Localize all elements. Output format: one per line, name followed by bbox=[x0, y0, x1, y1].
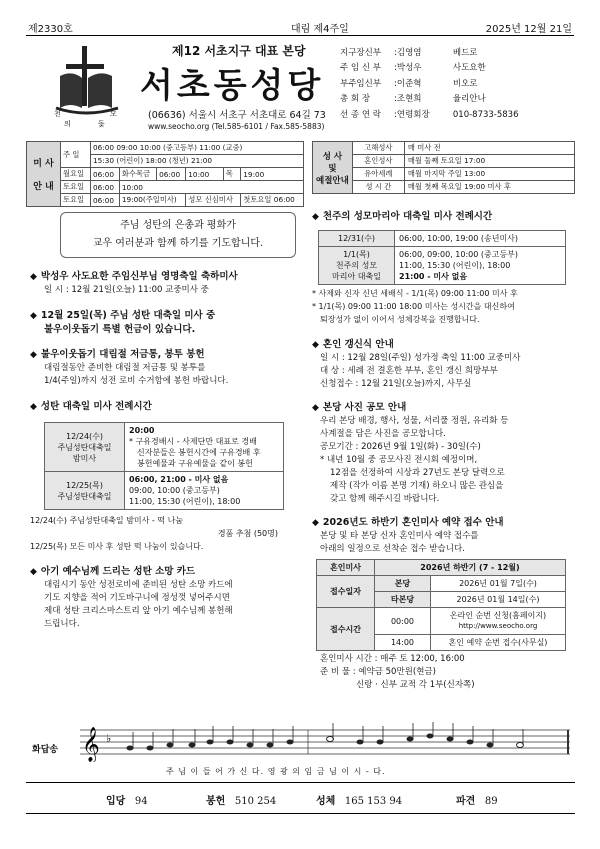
staff-row: 주 임 신 부 : 박성우 사도요한 bbox=[340, 63, 486, 74]
section-title: ◆ 성탄 대축일 미사 전례시간 bbox=[30, 401, 152, 412]
issue-header bbox=[26, 16, 574, 36]
left-column: ◆ 박성우 사도요한 주임신부님 영명축일 축하미사 일 시 : 12월 21일(오늘) 11:00 교중미사 중 ◆ 12월 25일(목) 주님 성탄 대축일 미사 중 불우이웃돕기 특별 헌금이 있습니다. ◆ 불우이웃돕기 대림절 저금통, 봉투 봉헌 대림절동안 준비한 대림절 저금통 및 봉투를 1/4(주일)까지 성전 로비 수거함에 봉헌 바랍니다. ◆ 성탄 대축일 미사 전례시간 12/24(수) 주님성탄대축일 밤미사 20:00 * 구유경배시 - 사제단만 대표로 경배 신자분들은 봉헌시간에 구유경배 후 봉헌예물과 구유예물을 같이 봉헌 12/25(목) 주님성탄대축일 06:00, 21:00 - 미사 없음 09:00, 10:00 (중고등부) 11:00, 15:30 (어린이), 18:00 12/24(수) 주님성탄대축일 밤미사 - 떡 나눔 경품 추첨 (50명) 12/25(목) 모든 미사 후 성탄 떡 나눔이 있습니다. ◆ 아기 예수님께 드리는 성탄 소망 카드 대림시기 동안 성전로비에 준비된 성탄 소망 카드에 기도 지향을 적어 기도바구니에 정성껏 넣어주시면 제대 성탄 크리스마스트리 앞 아기 예수님께 봉헌해 드립니다. bbox=[30, 270, 298, 631]
hymn-entrance: 입당 94 bbox=[106, 796, 148, 807]
issue-number: 제2330호 bbox=[28, 24, 73, 35]
parish-address: (06636) 서울시 서초구 서초대로 64길 73 bbox=[148, 110, 326, 121]
liturgical-season: 대림 제4주일 bbox=[291, 24, 349, 35]
mass-schedule-table: 미 사 안 내 주 일 06:00 09:00 10:00 (중고등부) 11:00 (교중) 15:30 (어린이) 18:00 (청년) 21:00 월요일 06:00 화수목금 06:00 10:00 목 19:00 토요일 06:00 10:00 토요일 06:00 19:00(주일미사) 성모 신심미사 첫토요일 06:00 bbox=[26, 141, 304, 207]
logo-text-2: 모 bbox=[110, 110, 117, 118]
logo-text-3: 의 bbox=[64, 120, 71, 128]
sacrament-table: 성 사 및 예절안내 고해성사 매 미사 전 혼인성사 매월 둘째 토요일 17:00 유아세례 매월 마지막 주일 13:00 성 시 간 매월 첫째 목요일 19:00 미사 후 bbox=[312, 141, 575, 194]
logo-text-1: 천 bbox=[54, 110, 61, 118]
christmas-greeting: 주님 성탄의 은총과 평화가 교우 여러분과 함께 하기를 기도합니다. bbox=[60, 212, 296, 258]
responsorial-psalm bbox=[26, 718, 575, 780]
right-column: ◆ 천주의 성모마리아 대축일 미사 전례시간 12/31(수) 06:00, 10:00, 19:00 (송년미사) 1/1(목) 천주의 성모 마리아 대축일 06:00, 09:00, 10:00 (중고등부) 11:00, 15:30 (어린이), 18:00 21:00 - 미사 없음 * 사제와 신자 신년 세배식 - 1/1(목) 09:00 11:00 미사 후 * 1/1(목) 09:00 11:00 18:00 미사는 성시간을 대신하여 퇴장성가 없이 이어서 성체강복을 진행합니다. ◆ 혼인 갱신식 안내 일 시 : 12월 28일(주일) 성가정 축일 11:00 교중미사 대 상 : 세례 전 결혼한 부부, 혼인 갱신 희망부부 신청접수 : 12월 21일(오늘)까지, 사무실 ◆ 본당 사진 공모 안내 우리 본당 배경, 행사, 성물, 서리풀 정원, 유리화 등 사계절을 담은 사진을 공모합니다. 공모기간 : 2026년 9월 1일(화) - 30일(수) * 내년 10월 중 공모사진 전시회 예정이며, 12점을 선정하여 시상과 27년도 본당 달력으로 제작 (작가 이름 본명 기재) 하오니 많은 관심을 갖고 함께 해주시길 바랍니다. ◆ 2026년도 하반기 혼인미사 예약 접수 안내 본당 및 타 본당 신자 혼인미사 예약 접수를 아래의 일정으로 선착순 접수 받습니다. 혼인미사 2026년 하반기 (7 - 12월) 접수일자 본당 2026년 01월 7일(수) 타본당 2026년 01월 14일(수) 접수시간 00:00 온라인 순번 신청(홈페이지) http://www.seocho.org 14:00 혼인 예약 순번 접수(사무실) 혼인미사 시간 : 매주 토 12:00, 16:00 준 비 물 : 예약금 50만원(현금) 신랑 · 신부 교적 각 1부(신자쪽) bbox=[312, 210, 576, 692]
sacrament-header: 성 사 및 예절안내 bbox=[313, 142, 353, 194]
christmas-mass-table: 12/24(수) 주님성탄대축일 밤미사 20:00 * 구유경배시 - 사제단만 대표로 경배 신자분들은 봉헌시간에 구유경배 후 봉헌예물과 구유예물을 같이 봉헌 12/25(목) 주님성탄대축일 06:00, 21:00 - 미사 없음 09:00, 10:00 (중고등부) 11:00, 15:30 (어린이), 18:00 bbox=[44, 422, 284, 510]
svg-text:♭: ♭ bbox=[106, 732, 112, 745]
staff-row: 지구장신부 : 김영염 베드로 bbox=[340, 48, 478, 58]
psalm-label: 화답송 bbox=[32, 745, 59, 755]
new-year-mass-table: 12/31(수) 06:00, 10:00, 19:00 (송년미사) 1/1(목) 천주의 성모 마리아 대축일 06:00, 09:00, 10:00 (중고등부) 11:00, 15:30 (어린이), 18:00 21:00 - 미사 없음 bbox=[318, 230, 566, 285]
section-title: ◆ 아기 예수님께 드리는 성탄 소망 카드 bbox=[30, 566, 196, 577]
logo-text-4: 돛 bbox=[98, 120, 105, 128]
staff-row: 총 회 장 : 조현희 율리안나 bbox=[340, 94, 486, 105]
staff-row: 선 종 연 락 : 연령회장 010-8733-5836 bbox=[340, 109, 519, 120]
wedding-reservation-table: 혼인미사 2026년 하반기 (7 - 12월) 접수일자 본당 2026년 01월 7일(수) 타본당 2026년 01월 14일(수) 접수시간 00:00 온라인 순번 신청(홈페이지) http://www.seocho.org 14:00 혼인 예약 순번 접수(사무실) bbox=[316, 559, 566, 651]
psalm-lyrics: 주 님 이 들 어 가 신 다. 영 광 의 임 금 님 이 시 - 다. bbox=[166, 767, 386, 776]
hymn-recessional: 파견 89 bbox=[456, 796, 498, 807]
section-title: ◆ 2026년도 하반기 혼인미사 예약 접수 안내 bbox=[312, 517, 504, 528]
parish-contact: www.seocho.org (Tel.585-6101 / Fax.585-5883) bbox=[148, 122, 325, 131]
hymn-numbers bbox=[26, 782, 575, 814]
parish-title: 서초동성당 bbox=[140, 66, 325, 106]
treble-clef-icon: 𝄞 bbox=[82, 727, 100, 762]
issue-date: 2025년 12월 21일 bbox=[485, 24, 572, 35]
hymn-offertory: 봉헌 510 254 bbox=[206, 796, 277, 807]
section-title: ◆ 본당 사진 공모 안내 bbox=[312, 402, 407, 413]
parish-subtitle: 제12 서초지구 대표 본당 bbox=[172, 44, 306, 58]
parish-logo bbox=[52, 46, 122, 128]
hymn-communion: 성체 165 153 94 bbox=[316, 796, 403, 807]
staff-list bbox=[340, 46, 519, 123]
section-title: ◆ 천주의 성모마리아 대축일 미사 전례시간 bbox=[312, 211, 493, 222]
section-title: ◆ 12월 25일(목) 주님 성탄 대축일 미사 중 bbox=[30, 310, 216, 321]
section-title: ◆ 불우이웃돕기 대림절 저금통, 봉투 봉헌 bbox=[30, 349, 205, 360]
section-title: ◆ 박성우 사도요한 주임신부님 영명축일 축하미사 bbox=[30, 271, 238, 282]
music-staff bbox=[80, 722, 570, 762]
parish-address-block bbox=[148, 110, 326, 132]
section-title: ◆ 혼인 갱신식 안내 bbox=[312, 339, 394, 350]
mass-header: 미 사 안 내 bbox=[27, 142, 61, 207]
staff-row: 부주임신부 : 이준혁 비오로 bbox=[340, 78, 478, 89]
